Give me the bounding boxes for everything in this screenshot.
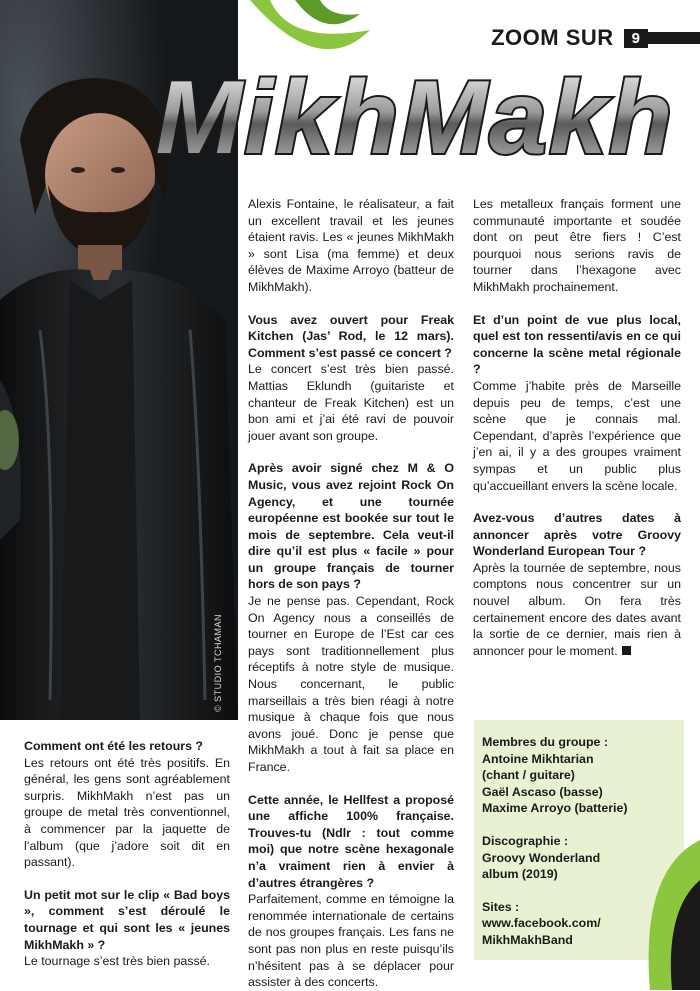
interview-answer: Le concert s’est très bien passé. Mattias Eklundh (guitariste et chanteur de Freak Kitchen) est un bon ami et j’ai été ravi de pouvoir jouer avant son groupe. bbox=[248, 362, 454, 443]
svg-text:MikhMakh: MikhMakh bbox=[155, 60, 675, 176]
interview-answer: Comme j’habite près de Marseille depuis peu de temps, c’est une scène que je connais mal. Cependant, d’après l’expérience que j’en ai, il y a des groupes vraiment sympas et un public plus qu’accueillant envers la scène locale. bbox=[473, 378, 681, 493]
end-of-article-mark bbox=[622, 646, 631, 655]
info-line: (chant / guitare) bbox=[482, 768, 575, 783]
info-line: Gaël Ascaso (basse) bbox=[482, 784, 603, 799]
article-column-right bbox=[473, 196, 681, 659]
page-number: 9 bbox=[624, 29, 648, 48]
article-column-middle bbox=[248, 196, 454, 991]
paragraph-gap bbox=[473, 494, 681, 510]
info-line: Discographie : bbox=[482, 833, 569, 848]
photo-credit: © STUDIO TCHAMAN bbox=[212, 614, 223, 712]
paragraph-gap bbox=[248, 296, 454, 312]
paragraph-gap bbox=[248, 776, 454, 792]
green-swoosh-decoration-bottom bbox=[610, 840, 700, 990]
interview-question: Un petit mot sur le clip « Bad boys », comment s’est déroulé le tournage et qui sont les « jeunes MikhMakh » ? bbox=[24, 887, 230, 952]
info-line: Maxime Arroyo (batterie) bbox=[482, 801, 628, 816]
interview-answer: Les metalleux français forment une communauté importante et soudée dont on peut être fiers ! C’est pourquoi nous serions ravis de tourner dans l’hexagone avec MikhMakh prochainement. bbox=[473, 197, 681, 294]
interview-question: Et d’un point de vue plus local, quel est ton ressenti/avis en ce qui concerne la scène metal régionale ? bbox=[473, 312, 681, 377]
interview-answer: Le tournage s’est très bien passé. bbox=[24, 954, 210, 969]
interview-question: Avez-vous d’autres dates à annoncer après votre Groovy Wonderland European Tour ? bbox=[473, 511, 681, 559]
paragraph-gap bbox=[248, 444, 454, 460]
section-label: ZOOM SUR bbox=[491, 25, 614, 50]
section-header bbox=[491, 25, 700, 51]
interview-answer: Je ne pense pas. Cependant, Rock On Agency nous a conseillés de tourner en Europe de l’Est car ces pays sont traditionnellement plus réceptifs à notre style de musique. Nous concernant, le public marseillais a très bien réagi à notre musique à chaque fois que nous avons joué. Donc je pense que MikhMakh a tout à fait sa place en France. bbox=[248, 594, 454, 774]
interview-answer: Parfaitement, comme en témoigne la renommée internationale de certains de nos groupes français. Les fans ne sont pas non plus en reste puisqu’ils n’hésitent pas à se déplacer pour assister à des concerts. bbox=[248, 892, 454, 990]
interview-answer: Alexis Fontaine, le réalisateur, a fait un excellent travail et les jeunes étaient ravis. Les « jeunes MikhMakh » sont Lisa (ma femme) et deux élèves de Maxime Arroyo (batteur de MikhMakh). bbox=[248, 197, 454, 294]
info-line: Sites : bbox=[482, 899, 520, 914]
interview-question: Vous avez ouvert pour Freak Kitchen (Jas’ Rod, le 12 mars). Comment s’est passé ce concert ? bbox=[248, 312, 454, 360]
info-gap bbox=[482, 817, 672, 833]
article-column-left bbox=[24, 738, 230, 970]
info-line: Antoine Mikhtarian bbox=[482, 751, 594, 766]
interview-question: Comment ont été les retours ? bbox=[24, 739, 204, 753]
info-line: MikhMakhBand bbox=[482, 932, 573, 947]
interview-answer: Après la tournée de septembre, nous comptons nous concentrer sur un nouvel album. On fera très certainement encore des dates avant la sortie de ce dernier, mais rien à annoncer pour le moment. bbox=[473, 560, 681, 658]
info-line: Groovy Wonderland bbox=[482, 850, 601, 865]
paragraph-gap bbox=[24, 871, 230, 887]
info-line: Membres du groupe : bbox=[482, 735, 608, 749]
paragraph-gap bbox=[473, 296, 681, 312]
band-title bbox=[140, 58, 690, 178]
interview-answer: Les retours ont été très positifs. En général, les gens sont agréablement surpris. MikhMakh n’est pas un groupe de metal très conventionnel, à commencer par la jaquette de l’album (que j’adore soit dit en passant). bbox=[24, 755, 230, 870]
header-bar bbox=[648, 32, 700, 44]
info-line: www.facebook.com/ bbox=[482, 916, 601, 931]
interview-question: Cette année, le Hellfest a proposé une affiche 100% française. Trouves-tu (Ndlr : tout comme moi) que notre scène hexagonale n’a vraiment rien à envier à d’autres étrangères ? bbox=[248, 792, 454, 890]
interview-question: Après avoir signé chez M & O Music, vous avez rejoint Rock On Agency, et une tournée européenne est bookée sur tout le mois de septembre. Cela veut-il dire qu’il est plus « facile » pour un groupe français de tourner hors de son pays ? bbox=[248, 461, 454, 592]
info-line: album (2019) bbox=[482, 867, 558, 882]
